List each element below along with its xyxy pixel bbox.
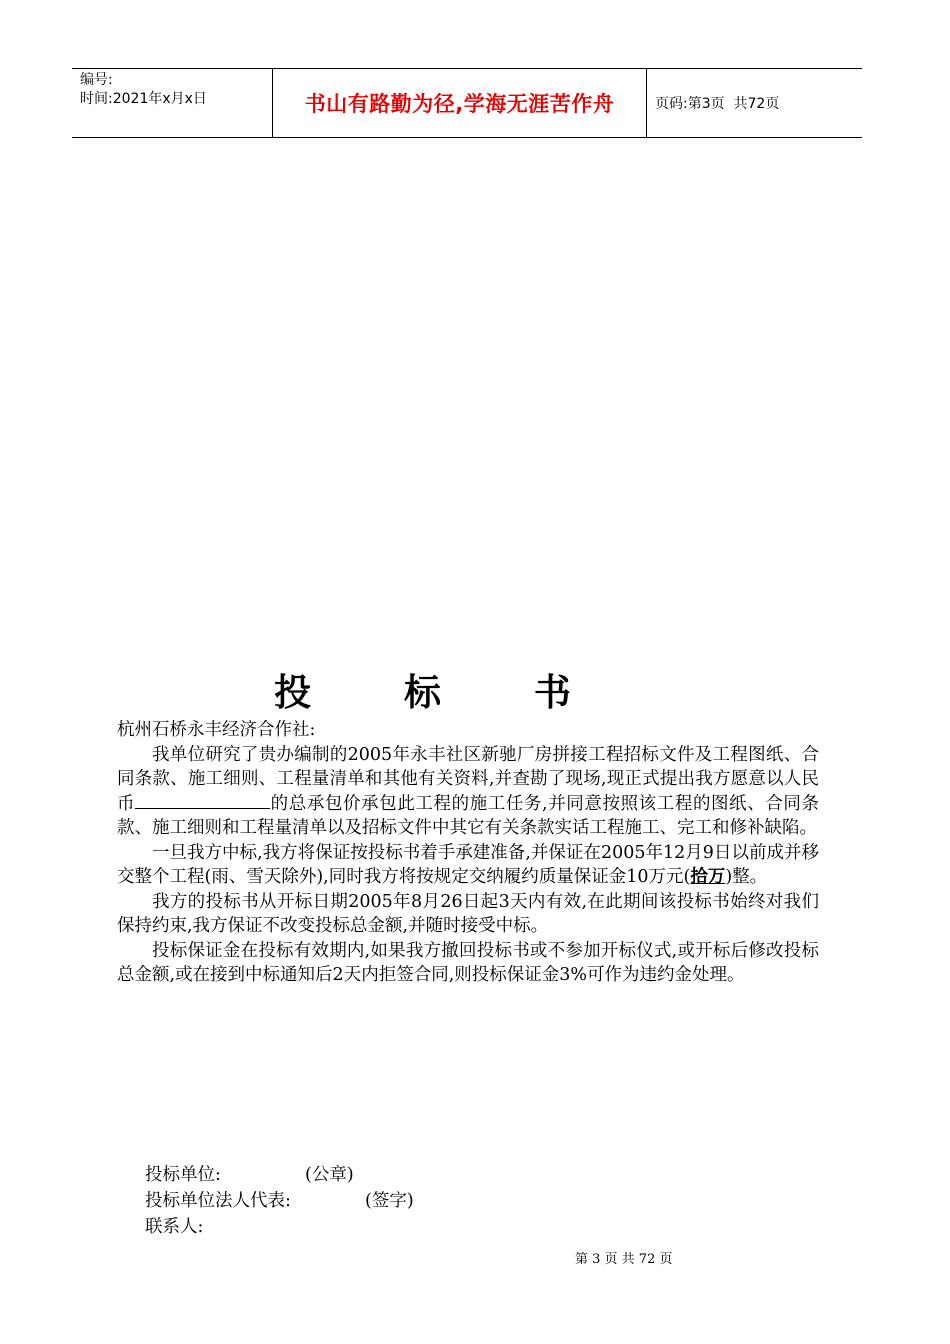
- contact-row: [145, 1214, 414, 1240]
- document-title: 投 标 书: [274, 670, 611, 714]
- legal-rep-row: [145, 1188, 414, 1214]
- contact-label: 联系人:: [145, 1217, 204, 1237]
- header-meta-cell: [72, 69, 273, 137]
- bidder-unit-row: [145, 1162, 414, 1188]
- paragraph-2-after: )整。: [725, 867, 768, 887]
- paragraph-1-before: 我单位研究了贵办编制的2005年永丰社区新驰厂房拼接工程招标文件及工程图纸、合同条款、施工细则、工程量清单和其他有关资料,并查勘了现场,现正式提出我方愿意以人民币: [117, 744, 819, 814]
- paragraph-1-after: 的总承包价承包此工程的施工任务,并同意按照该工程的图纸、合同条款、施工细则和工程量清单以及招标文件中其它有关条款实话工程施工、完工和修补缺陷。: [117, 793, 819, 838]
- signature-block: [145, 1162, 414, 1240]
- document-number-label: 编号:: [80, 72, 113, 88]
- header-page-text: 页码:第3页 共72页: [655, 96, 780, 112]
- header-page-label: [647, 69, 862, 137]
- footer-page-number: 第 3 页 共 72 页: [575, 1252, 673, 1267]
- price-blank-line: [135, 792, 270, 809]
- paragraph-1: [117, 743, 819, 841]
- document-time-label: 时间:2021年x月x日: [80, 91, 207, 107]
- paragraph-2-before: 一旦我方中标,我方将保证按投标书着手承建准备,并保证在2005年12月9日以前成并移交整个工程(雨、雪天除外),同时我方将按规定交纳履约质量保证金10万元(: [117, 842, 819, 887]
- header-motto: 书山有路勤为径,学海无涯苦作舟: [273, 69, 647, 137]
- addressee: 杭州石桥永丰经济合作社:: [117, 720, 316, 740]
- legal-rep-label: 投标单位法人代表:: [145, 1191, 291, 1211]
- deposit-amount-chinese: 拾万: [690, 867, 726, 887]
- paragraph-4: 投标保证金在投标有效期内,如果我方撤回投标书或不参加开标仪式,或开标后修改投标总金额,或在接到中标通知后2天内拒签合同,则投标保证金3%可作为违约金处理。: [117, 940, 819, 985]
- signature-note: (签字): [365, 1191, 414, 1211]
- official-seal-note: (公章): [305, 1165, 354, 1185]
- bidder-unit-label: 投标单位:: [145, 1165, 221, 1185]
- paragraph-3: 我方的投标书从开标日期2005年8月26日起3天内有效,在此期间该投标书始终对我们保持约束,我方保证不改变投标总金额,并随时接受中标。: [117, 891, 819, 936]
- document-body: [117, 718, 819, 988]
- paragraph-2: [117, 841, 819, 890]
- page-header: [72, 68, 862, 138]
